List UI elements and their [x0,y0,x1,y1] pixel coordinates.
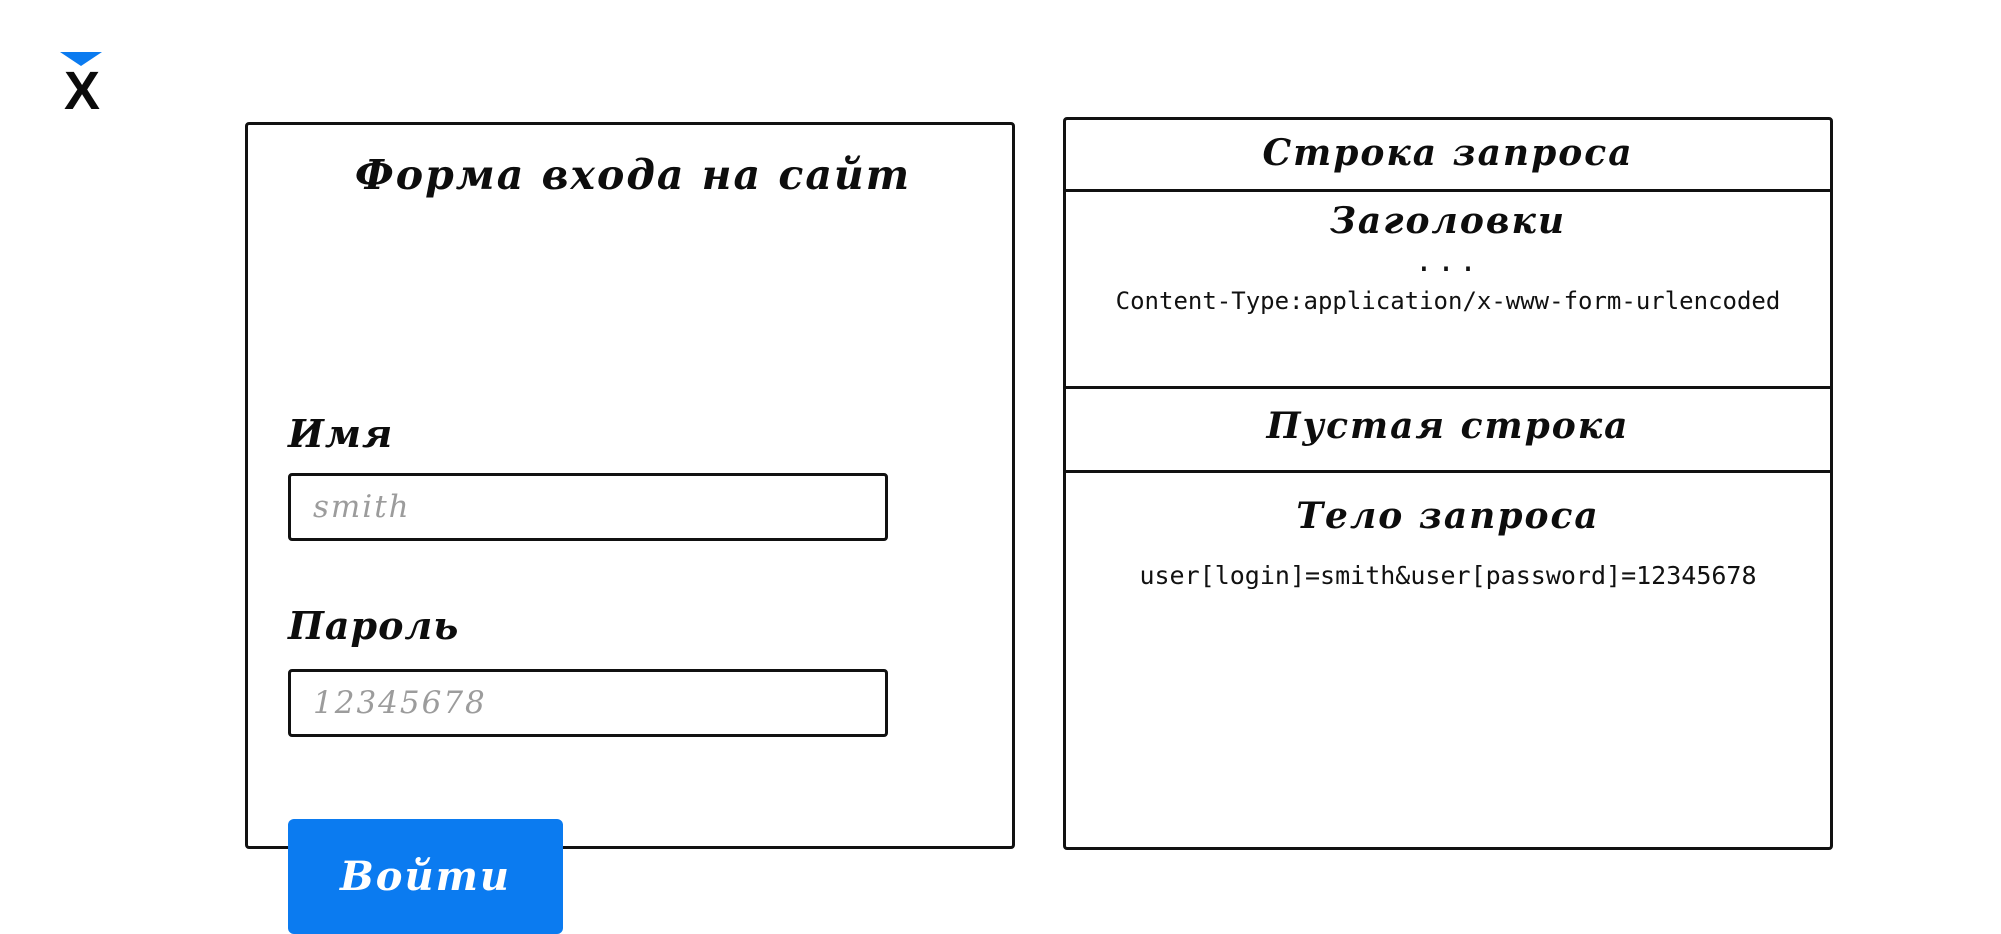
logo-letter: X [63,61,101,121]
login-submit-button[interactable]: Войти [288,819,563,934]
request-line-heading: Строка запроса [1262,132,1634,174]
headers-ellipsis: ... [1414,244,1482,279]
content-type-header: Content-Type:application/x-www-form-urlencoded [1115,287,1781,315]
login-form-panel [245,122,1015,900]
request-line-section [1066,120,1830,192]
empty-line-section [1066,389,1830,473]
empty-line-heading: Пустая строка [1266,405,1630,447]
http-request-panel [1063,117,1833,850]
page-title: Форма входа на сайт [354,151,912,199]
site-logo [52,52,112,122]
password-input[interactable] [288,669,888,737]
name-field-label: Имя [288,411,394,456]
name-input[interactable] [288,473,888,541]
request-body-section [1066,473,1830,847]
request-body-content: user[login]=smith&user[password]=12345678 [1139,561,1757,590]
headers-heading: Заголовки [1329,200,1567,242]
password-field-label: Пароль [288,603,460,648]
headers-section [1066,192,1830,389]
request-body-heading: Тело запроса [1296,495,1600,537]
